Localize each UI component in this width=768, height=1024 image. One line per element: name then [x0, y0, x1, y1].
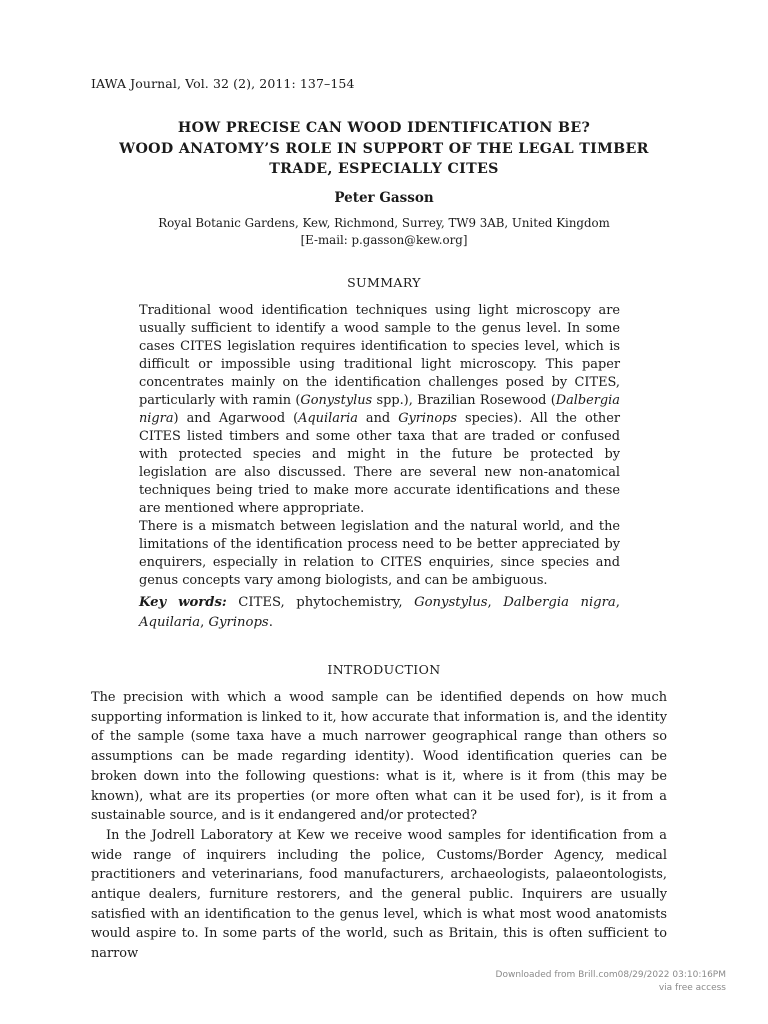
taxon-name: Gonystylus — [300, 393, 373, 408]
download-footer — [496, 969, 726, 995]
author-email: [E-mail: p.gasson@kew.org] — [300, 232, 468, 247]
title-line: HOW PRECISE CAN WOOD IDENTIFICATION BE? — [177, 120, 591, 136]
summary-text: and — [357, 411, 399, 426]
author-affiliation — [0, 215, 768, 248]
summary-paragraph: There is a mismatch between legislation and the natural world, and the limitations of the identification process need to be better appreciated by enquirers, especially in relation to CITES enquiries, since species and genus concepts vary among biologists, and can be ambiguous. — [139, 519, 620, 588]
summary-section — [139, 302, 620, 632]
download-stamp: Downloaded from Brill.com08/29/2022 03:10:16PM — [495, 970, 726, 980]
keyword-text: CITES, phytochemistry, — [226, 595, 415, 610]
paper-title — [60, 118, 708, 180]
taxon-name: Dalbergia nigra — [139, 393, 620, 426]
journal-reference: IAWA Journal, Vol. 32 (2), 2011: 137–154 — [91, 76, 355, 91]
introduction-heading: INTRODUCTION — [327, 662, 441, 677]
summary-text: spp.), Brazilian Rosewood ( — [372, 393, 556, 408]
title-line: WOOD ANATOMY’S ROLE IN SUPPORT OF THE LEGAL TIMBER — [119, 140, 649, 157]
keyword-sep: , — [487, 595, 504, 610]
introduction-paragraph: The precision with which a wood sample can be identified depends on how much supporting information is linked to it, how accurate that information is, and the identity of the sample (some taxa have a much narrower geographical range than others so assumptions can be made regarding identity). Wood identification queries can be broken down into the following questions: what is it, where is it from (this may be known), what are its properties (or more often what can it be used for), is it from a sustainable source, and is it endangered and/or protected? — [91, 690, 667, 824]
summary-text: Traditional wood identification techniques using light microscopy are usually sufficient to identify a wood sample to the genus level. In some cases CITES legislation requires identification to species level, which is difficult or impossible using traditional light microscopy. This paper concentrates mainly on the identification challenges posed by CITES, particularly with ramin ( — [139, 303, 620, 408]
keyword-sep: , — [200, 614, 209, 630]
access-note: via free access — [658, 983, 726, 993]
keyword: Dalbergia nigra — [503, 595, 616, 610]
summary-text: ) and Agarwood ( — [173, 411, 299, 426]
keyword: Gonystylus — [414, 595, 488, 610]
keyword: Gyrinops — [208, 614, 269, 630]
author-name: Peter Gasson — [334, 190, 434, 206]
introduction-paragraph: In the Jodrell Laboratory at Kew we receive wood samples for identification from a wide range of inquirers including the police, Customs/Border Agency, medical practitioners and veterinarians, food manufacturers, archaeologists, palaeontologists, antique dealers, furniture restorers, and the general public. Inquirers are usually satisfied with an identification to the genus level, which is what most wood anatomists would aspire to. In some parts of the world, such as Britain, this is often sufficient to narrow — [91, 827, 667, 962]
title-line: TRADE, ESPECIALLY CITES — [269, 161, 499, 177]
keywords — [139, 593, 620, 632]
summary-paragraph — [139, 302, 620, 518]
affiliation-address: Royal Botanic Gardens, Kew, Richmond, Surrey, TW9 3AB, United Kingdom — [158, 216, 610, 230]
summary-text: species). All the other CITES listed timbers and some other taxa that are traded or confused with protected species and might in the future be protected by legislation are also discussed. There are several new non-anatomical techniques being tried to make more accurate identifications and these are mentioned where appropriate. — [139, 411, 620, 516]
taxon-name: Gyrinops — [398, 411, 457, 426]
keyword-sep: . — [268, 614, 273, 630]
taxon-name: Aquilaria — [298, 411, 358, 426]
keywords-label: Key words: — [139, 595, 227, 610]
introduction-section — [91, 688, 667, 964]
summary-heading: SUMMARY — [347, 275, 421, 290]
keyword-sep: , — [615, 595, 620, 610]
keyword: Aquilaria — [139, 614, 201, 630]
